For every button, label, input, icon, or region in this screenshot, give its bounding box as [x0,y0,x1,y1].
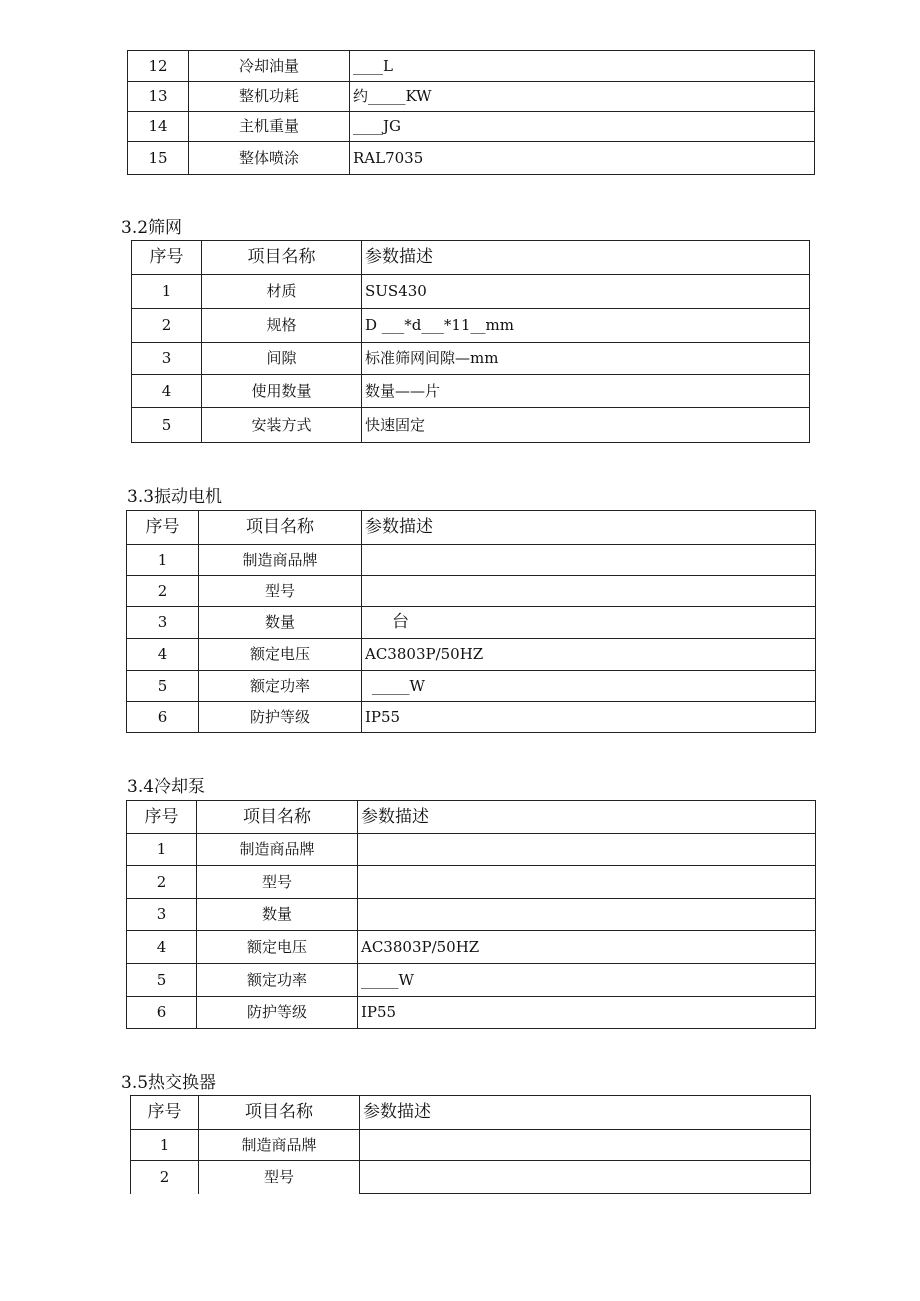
row-number: 5 [132,408,202,443]
row-number: 1 [127,834,197,866]
item-desc: IP55 [362,702,816,733]
row-number: 12 [128,51,189,82]
item-name: 型号 [199,1161,360,1194]
table-row [127,671,816,702]
item-name: 安装方式 [202,408,362,443]
row-number: 2 [132,309,202,343]
table-header-row [127,801,816,834]
item-desc: _____W [362,671,816,702]
row-number: 3 [127,899,197,931]
item-desc: ____JG [350,112,815,142]
item-desc: _____W [358,964,816,997]
row-number: 5 [127,964,197,997]
item-desc: AC3803P/50HZ [362,639,816,671]
row-number: 15 [128,142,189,175]
item-name: 主机重量 [189,112,350,142]
item-desc: IP55 [358,997,816,1029]
row-number: 3 [132,343,202,375]
item-name: 额定功率 [197,964,358,997]
item-desc: 标准筛网间隙—mm [362,343,810,375]
item-name: 整体喷涂 [189,142,350,175]
table-row [128,51,815,82]
table-row [132,375,810,408]
table-row [132,275,810,309]
col-header-no: 序号 [132,241,202,275]
table-row [127,866,816,899]
table-row [131,1130,811,1161]
table-row [127,639,816,671]
col-header-desc: 参数描述 [362,511,816,545]
item-name: 额定电压 [197,931,358,964]
section-heading-heat-exchanger: 3.5热交换器 [121,1073,217,1093]
table-row [127,576,816,607]
item-name: 数量 [199,607,362,639]
item-desc: SUS430 [362,275,810,309]
item-name: 冷却油量 [189,51,350,82]
table-row [127,607,816,639]
item-desc [360,1130,811,1161]
table-row [127,997,816,1029]
table-row [131,1161,811,1194]
spec-table-continued [127,50,815,175]
row-number: 2 [127,866,197,899]
col-header-no: 序号 [131,1096,199,1130]
item-name: 防护等级 [197,997,358,1029]
item-name: 制造商品牌 [199,545,362,576]
table-row [127,964,816,997]
col-header-name: 项目名称 [199,1096,360,1130]
spec-table-vibration-motor [126,510,816,733]
row-number: 2 [127,576,199,607]
row-number: 1 [131,1130,199,1161]
table-row [128,142,815,175]
item-name: 整机功耗 [189,82,350,112]
item-desc: 快速固定 [362,408,810,443]
item-name: 型号 [197,866,358,899]
item-name: 额定电压 [199,639,362,671]
col-header-no: 序号 [127,511,199,545]
item-desc [358,834,816,866]
row-number: 1 [127,545,199,576]
table-header-row [132,241,810,275]
section-heading-cooling-pump: 3.4冷却泵 [127,777,206,797]
item-desc [358,866,816,899]
item-name: 材质 [202,275,362,309]
row-number: 14 [128,112,189,142]
table-header-row [131,1096,811,1130]
item-name: 制造商品牌 [197,834,358,866]
table-header-row [127,511,816,545]
item-desc [360,1161,811,1194]
item-desc: AC3803P/50HZ [358,931,816,964]
table-row [127,834,816,866]
item-name: 间隙 [202,343,362,375]
item-desc [358,899,816,931]
col-header-desc: 参数描述 [358,801,816,834]
section-heading-vibration-motor: 3.3振动电机 [127,487,223,507]
item-name: 规格 [202,309,362,343]
row-number: 4 [127,639,199,671]
table-row [128,112,815,142]
item-desc [362,576,816,607]
item-desc [362,545,816,576]
table-row [127,702,816,733]
table-row [132,309,810,343]
row-number: 4 [132,375,202,408]
col-header-no: 序号 [127,801,197,834]
item-desc: ____L [350,51,815,82]
col-header-name: 项目名称 [202,241,362,275]
row-number: 6 [127,997,197,1029]
col-header-name: 项目名称 [199,511,362,545]
col-header-name: 项目名称 [197,801,358,834]
row-number: 4 [127,931,197,964]
item-desc: 约_____KW [350,82,815,112]
table-row [127,899,816,931]
item-desc: 台 [362,607,816,639]
item-name: 数量 [197,899,358,931]
item-desc: RAL7035 [350,142,815,175]
item-desc: D ___*d___*11__mm [362,309,810,343]
item-name: 使用数量 [202,375,362,408]
col-header-desc: 参数描述 [360,1096,811,1130]
table-row [132,343,810,375]
table-row [128,82,815,112]
item-desc: 数量——片 [362,375,810,408]
item-name: 型号 [199,576,362,607]
row-number: 2 [131,1161,199,1194]
spec-table-cooling-pump [126,800,816,1029]
row-number: 1 [132,275,202,309]
row-number: 6 [127,702,199,733]
section-heading-screen: 3.2筛网 [121,218,183,238]
spec-table-heat-exchanger [130,1095,811,1194]
table-row [132,408,810,443]
row-number: 5 [127,671,199,702]
item-name: 制造商品牌 [199,1130,360,1161]
table-row [127,931,816,964]
row-number: 3 [127,607,199,639]
item-name: 额定功率 [199,671,362,702]
item-name: 防护等级 [199,702,362,733]
row-number: 13 [128,82,189,112]
spec-table-screen [131,240,810,443]
col-header-desc: 参数描述 [362,241,810,275]
table-row [127,545,816,576]
